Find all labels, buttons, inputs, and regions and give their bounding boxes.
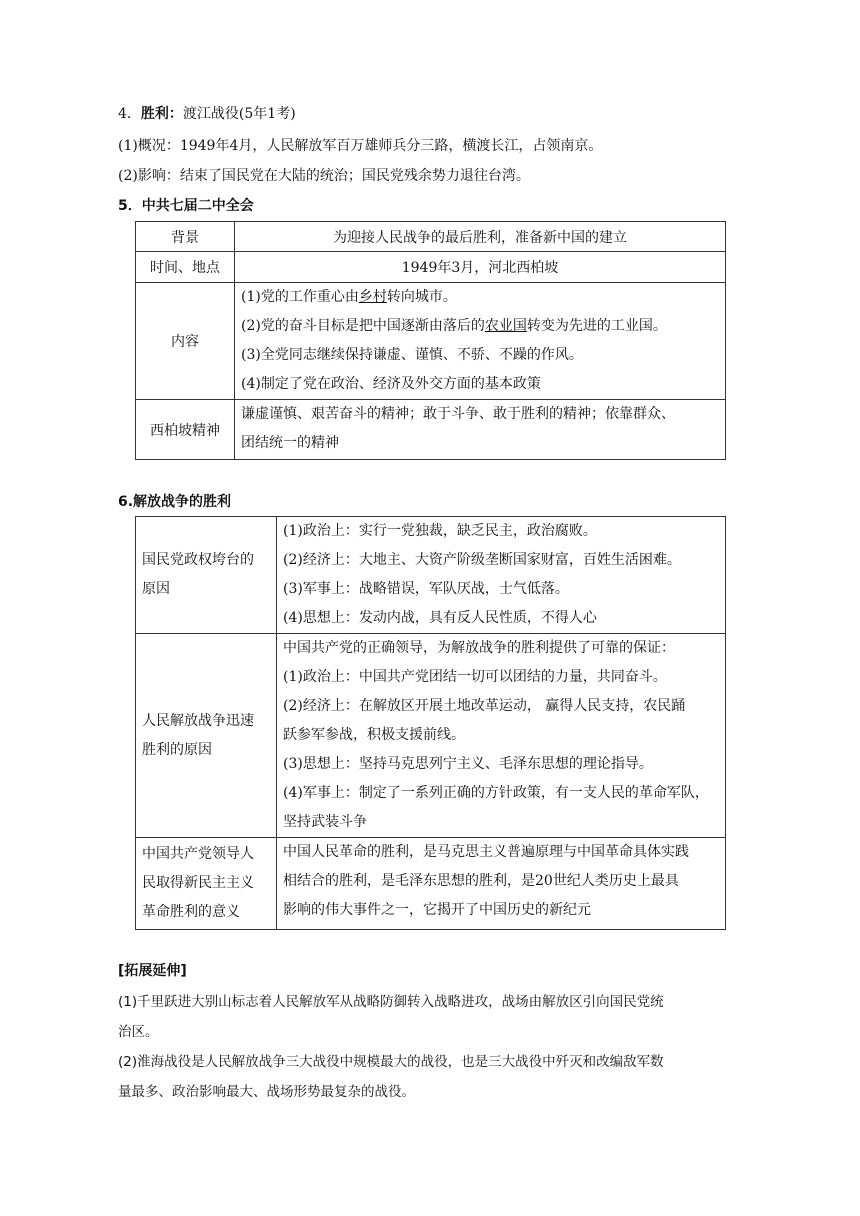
section-4-subtitle: 渡江战役(5年1考) (182, 106, 296, 122)
row-label-kmt-collapse: 国民党政权垮台的 原因 (136, 517, 277, 634)
section-4-heading (118, 103, 296, 123)
row-value-spirit: 谦虚谨慎、艰苦奋斗的精神；敢于斗争、敢于胜利的精神；依靠群众、 团结统一的精神 (235, 400, 726, 460)
row-label-content: 内容 (136, 283, 235, 400)
extension-para-2-line-1: (2)淮海战役是人民解放战争三大战役中规模最大的战役，也是三大战役中歼灭和改编敌军数 (118, 1054, 664, 1070)
row-label-pla-victory: 人民解放战争迅速 胜利的原因 (136, 634, 277, 838)
section-6-title: 6.解放战争的胜利 (118, 494, 232, 510)
table-row (136, 400, 726, 460)
extension-para-1-line-1: (1)千里跃进大别山标志着人民解放军从战略防御转入战略进攻，战场由解放区引向国民党统 (118, 994, 664, 1010)
row-label-significance: 中国共产党领导人 民取得新民主主义 革命胜利的意义 (136, 838, 277, 930)
section-4-number: 4． (118, 106, 141, 122)
table-row (136, 283, 726, 400)
row-value-time: 1949年3月，河北西柏坡 (235, 252, 726, 283)
row-value-significance: 中国人民革命的胜利，是马克思主义普遍原理与中国革命具体实践 相结合的胜利，是毛泽东思想的胜利，是20世纪人类历史上最具 影响的伟大事件之一，它揭开了中国历史的新纪元 (277, 838, 726, 930)
underlined-term: 农业国 (484, 318, 527, 334)
row-value-content (235, 283, 726, 400)
table-row (136, 517, 726, 634)
content-item-3: (3)全党同志继续保持谦虚、谨慎、不骄、不躁的作风。 (241, 347, 583, 363)
extension-title: [拓展延伸] (118, 963, 187, 979)
row-label-background: 背景 (136, 222, 235, 252)
content-item-4: (4)制定了党在政治、经济及外交方面的基本政策 (241, 376, 541, 392)
table-row (136, 634, 726, 838)
extension-para-1-line-2: 治区。 (118, 1024, 159, 1040)
underlined-term: 乡村 (358, 289, 387, 305)
section-4-line-2: (2)影响：结束了国民党在大陆的统治；国民党残余势力退往台湾。 (118, 168, 530, 184)
row-value-kmt-collapse: (1)政治上：实行一党独裁，缺乏民主，政治腐败。 (2)经济上：大地主、大资产阶级垄断国家财富，百姓生活困难。 (3)军事上：战略错误，军队厌战，士气低落。 (4)思想上：发动内战，具有反人民性质，不得人心 (277, 517, 726, 634)
table-row (136, 222, 726, 252)
row-value-pla-victory: 中国共产党的正确领导，为解放战争的胜利提供了可靠的保证： (1)政治上：中国共产党团结一切可以团结的力量，共同奋斗。 (2)经济上：在解放区开展土地改革运动， 赢得人民支持，农民踊 跃参军参战，积极支援前线。 (3)思想上：坚持马克思列宁主义、毛泽东思想的理论指导。 (4)军事上：制定了一系列正确的方针政策，有一支人民的革命军队， 坚持武装斗争 (277, 634, 726, 838)
section-4-line-1: (1)概况：1949年4月，人民解放军百万雄师兵分三路，横渡长江，占领南京。 (118, 138, 603, 154)
extension-para-2-line-2: 量最多、政治影响最大、战场形势最复杂的战役。 (118, 1084, 415, 1100)
section-5-title: 5．中共七届二中全会 (118, 198, 254, 214)
content-item-2: (2)党的奋斗目标是把中国逐渐由落后的农业国转变为先进的工业国。 (241, 318, 667, 334)
table-plenum (135, 221, 726, 460)
table-victory (135, 516, 726, 930)
content-item-1: (1)党的工作重心由乡村转向城市。 (241, 289, 457, 305)
row-label-time: 时间、地点 (136, 252, 235, 283)
row-value-background: 为迎接人民战争的最后胜利，准备新中国的建立 (235, 222, 726, 252)
row-label-spirit: 西柏坡精神 (136, 400, 235, 460)
table-row (136, 838, 726, 930)
table-row (136, 252, 726, 283)
section-4-title: 胜利： (140, 106, 183, 122)
